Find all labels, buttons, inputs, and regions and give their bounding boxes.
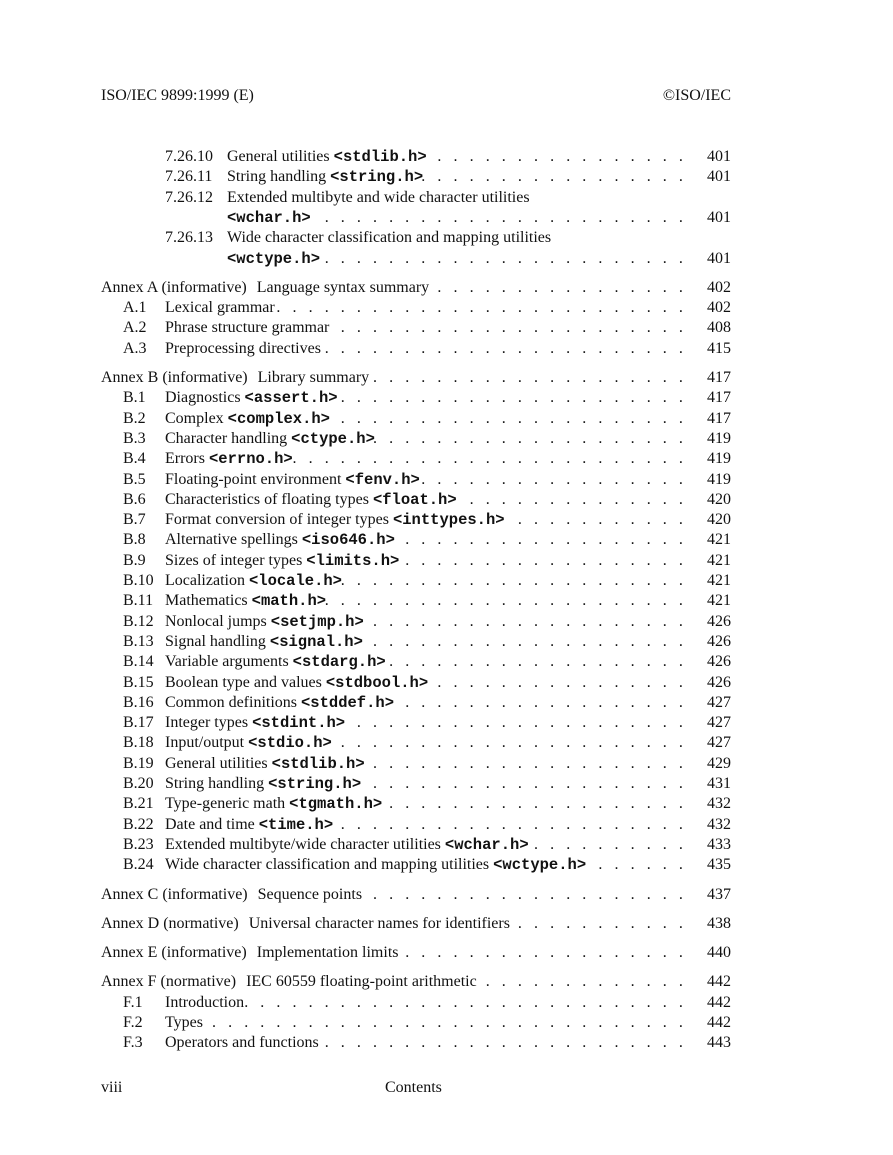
page-number-ref: 401 xyxy=(703,208,731,228)
page-number-ref: 421 xyxy=(703,530,731,550)
header-file-name: <stddef.h> xyxy=(301,693,395,712)
section-number: B.4 xyxy=(123,450,146,468)
leader-dots: ................ xyxy=(437,673,695,691)
section-title-text: Wide character classification and mapping utilities xyxy=(227,229,552,247)
leader-dots: ...................... xyxy=(340,319,695,337)
leader-dots: .............................. xyxy=(212,1014,695,1031)
section-title xyxy=(165,551,399,571)
section-title-text: Implementation limits xyxy=(256,944,399,962)
toc-entry[interactable] xyxy=(0,228,893,248)
page-number-ref: 401 xyxy=(703,167,731,187)
section-number: B.5 xyxy=(123,470,146,488)
section-title-text: Extended multibyte and wide character utilities xyxy=(227,188,530,206)
section-title-text: Errors xyxy=(165,450,209,468)
section-number: B.15 xyxy=(123,673,154,691)
section-title-text: Floating-point environment xyxy=(165,470,346,488)
section-number: B.21 xyxy=(123,795,154,813)
section-title xyxy=(165,339,321,359)
toc-entry[interactable] xyxy=(0,510,893,530)
section-title xyxy=(165,388,338,408)
toc-entry[interactable] xyxy=(0,733,893,753)
toc-entry[interactable] xyxy=(0,490,893,510)
toc-entry[interactable] xyxy=(0,652,893,672)
leader-dots: ....................... xyxy=(324,208,695,226)
section-title xyxy=(246,972,477,992)
leader-dots: .................. xyxy=(405,551,695,569)
header-file-name: <wchar.h> xyxy=(227,208,311,227)
leader-dots: .................... xyxy=(373,775,695,792)
header-file-name: <wctype.h> xyxy=(493,856,587,875)
leader-dots: ....................... xyxy=(324,1034,695,1052)
toc-entry[interactable] xyxy=(0,774,893,794)
section-title-text: String handling xyxy=(227,168,331,186)
header-file-name: <stdlib.h> xyxy=(333,148,427,166)
leader-dots: ............. xyxy=(485,973,695,991)
leader-dots: .................. xyxy=(405,693,695,711)
header-file-name: <setjmp.h> xyxy=(270,612,364,631)
header-file-name: <tgmath.h> xyxy=(289,795,383,814)
toc-entry[interactable] xyxy=(0,855,893,875)
section-title-text: Lexical grammar xyxy=(165,299,275,317)
header-file-name: <math.h> xyxy=(251,592,327,611)
header-file-name: <stdint.h> xyxy=(252,714,346,733)
section-number: B.10 xyxy=(123,572,154,589)
section-number: B.17 xyxy=(123,714,154,732)
section-title-text: Mathematics xyxy=(165,592,252,610)
section-number: B.1 xyxy=(123,389,146,407)
leader-dots: ................... xyxy=(389,653,695,671)
section-title xyxy=(165,1033,319,1053)
header-file-name: <assert.h> xyxy=(244,389,338,408)
section-title-text: General utilities xyxy=(227,148,334,165)
section-title xyxy=(165,298,275,318)
leader-dots: ................. xyxy=(421,470,695,488)
annex-heading: Annex B (informative) xyxy=(101,369,248,386)
page-number-ref: 442 xyxy=(703,972,731,992)
header-file-name: <signal.h> xyxy=(269,632,363,651)
page-number-ref: 442 xyxy=(703,1013,731,1033)
leader-dots: ........... xyxy=(517,914,695,932)
page-number-ref: 420 xyxy=(703,510,731,530)
section-number: B.24 xyxy=(123,856,154,874)
section-title xyxy=(165,429,375,449)
toc-entry[interactable] xyxy=(0,1013,893,1033)
page-number-ref: 437 xyxy=(703,885,731,905)
toc-entry[interactable] xyxy=(0,188,893,208)
section-number: B.9 xyxy=(123,551,146,569)
header-file-name: <stdarg.h> xyxy=(292,653,386,672)
page-number-ref: 426 xyxy=(703,632,731,652)
section-title-text: Format conversion of integer types xyxy=(165,511,393,529)
page-number-ref: 421 xyxy=(703,591,731,611)
leader-dots: ...... xyxy=(598,856,695,874)
section-title xyxy=(165,612,364,632)
section-title xyxy=(227,228,551,248)
section-title-text: IEC 60559 floating-point arithmetic xyxy=(246,973,477,991)
leader-dots: .................... xyxy=(373,885,695,903)
section-title-text: Date and time xyxy=(165,815,259,833)
section-title xyxy=(165,713,345,733)
toc-entry[interactable] xyxy=(0,339,893,359)
leader-dots: ................... xyxy=(389,795,695,813)
toc-entry[interactable] xyxy=(0,673,893,693)
section-title-text: Universal character names for identifiers xyxy=(248,914,510,932)
toc-entry[interactable] xyxy=(0,571,893,591)
section-title-text: Type-generic math xyxy=(165,795,290,813)
leader-dots: .................... xyxy=(373,632,695,650)
page-number-ref: 442 xyxy=(703,993,731,1013)
page-number-ref: 401 xyxy=(703,249,731,269)
section-title xyxy=(227,249,320,269)
leader-dots: .......... xyxy=(534,835,695,853)
section-number: B.12 xyxy=(123,612,154,630)
leader-dots: .......................... xyxy=(276,299,695,317)
section-number: F.1 xyxy=(123,993,143,1011)
page-number-ref: 420 xyxy=(703,490,731,510)
section-number: B.16 xyxy=(123,693,154,711)
section-title xyxy=(165,591,326,611)
toc-entry[interactable] xyxy=(0,449,893,469)
section-title xyxy=(165,794,382,814)
section-number: 7.26.13 xyxy=(165,229,213,247)
section-number: B.3 xyxy=(123,429,146,447)
toc-entry[interactable] xyxy=(0,470,893,490)
annex-heading: Annex E (informative) xyxy=(101,944,247,962)
section-title xyxy=(165,733,332,753)
section-title xyxy=(258,368,370,388)
header-file-name: <time.h> xyxy=(258,815,334,834)
page-number-ref: 417 xyxy=(703,368,731,388)
page-number-ref: 426 xyxy=(703,673,731,693)
page-number-ref: 438 xyxy=(703,914,731,934)
toc-entry[interactable] xyxy=(0,754,893,774)
section-title-text: Library summary xyxy=(257,369,370,386)
section-title xyxy=(227,147,427,167)
section-title-text: Boolean type and values xyxy=(165,673,326,691)
leader-dots: .................... xyxy=(373,429,695,447)
page-number-ref: 433 xyxy=(703,835,731,855)
section-number: B.20 xyxy=(123,775,154,792)
page-number-ref: 427 xyxy=(703,693,731,713)
section-title xyxy=(165,632,363,652)
toc-entry[interactable] xyxy=(0,551,893,571)
section-title xyxy=(165,693,394,713)
page-number-ref: 426 xyxy=(703,652,731,672)
section-title-text: General utilities xyxy=(165,754,272,772)
toc-entry[interactable] xyxy=(0,914,893,934)
section-number: B.7 xyxy=(123,511,146,529)
section-title xyxy=(227,167,423,187)
toc-entry[interactable] xyxy=(0,632,893,652)
section-title xyxy=(165,409,330,429)
section-title-text: Localization xyxy=(165,572,249,589)
page-number-ref: 432 xyxy=(703,794,731,814)
leader-dots: .................... xyxy=(373,754,695,772)
toc-entry[interactable] xyxy=(0,530,893,550)
section-number: B.14 xyxy=(123,653,154,671)
annex-heading: Annex D (normative) xyxy=(101,914,239,932)
section-number: B.22 xyxy=(123,815,154,833)
header-file-name: <inttypes.h> xyxy=(392,511,505,530)
toc-entry[interactable] xyxy=(0,693,893,713)
section-title-text: Introduction xyxy=(165,993,245,1011)
toc-entry[interactable] xyxy=(0,278,893,298)
leader-dots: ...................... xyxy=(340,734,695,752)
header-file-name: <stdio.h> xyxy=(248,734,332,753)
page-number-ref: 431 xyxy=(703,774,731,794)
section-title xyxy=(165,774,361,794)
annex-heading: Annex A (informative) xyxy=(101,278,247,296)
section-title xyxy=(165,449,293,469)
section-number: 7.26.10 xyxy=(165,148,213,165)
section-title xyxy=(165,855,586,875)
leader-dots: ........... xyxy=(517,511,695,529)
header-file-name: <wchar.h> xyxy=(444,835,529,854)
page-number-ref: 408 xyxy=(703,318,731,338)
toc-entry[interactable] xyxy=(0,835,893,855)
toc-entry[interactable] xyxy=(0,591,893,611)
running-header-left: ISO/IEC 9899:1999 (E) xyxy=(101,87,254,104)
header-file-name: <complex.h> xyxy=(227,409,330,428)
page-number-ref: 402 xyxy=(703,278,731,298)
leader-dots: ................. xyxy=(421,168,695,186)
header-file-name: <stdbool.h> xyxy=(325,673,429,692)
header-file-name: <stdlib.h> xyxy=(271,754,365,773)
page-number-ref: 427 xyxy=(703,713,731,733)
section-title xyxy=(165,490,457,510)
section-title xyxy=(258,885,362,905)
section-title-text: Input/output xyxy=(165,734,249,752)
leader-dots: ....................... xyxy=(324,249,695,267)
section-title xyxy=(165,510,505,530)
section-title-text: Diagnostics xyxy=(165,389,245,407)
section-number: 7.26.12 xyxy=(165,188,213,206)
toc-entry[interactable] xyxy=(0,249,893,269)
section-title xyxy=(257,943,399,963)
toc-entry[interactable] xyxy=(0,409,893,429)
annex-heading: Annex C (informative) xyxy=(101,885,248,903)
page-number-ref: 419 xyxy=(703,449,731,469)
toc-entry[interactable] xyxy=(0,972,893,992)
section-title xyxy=(165,318,329,338)
header-file-name: <string.h> xyxy=(330,168,424,187)
toc-entry[interactable] xyxy=(0,993,893,1013)
leader-dots: .................. xyxy=(405,531,695,549)
section-title xyxy=(165,530,395,550)
leader-dots: .................... xyxy=(373,369,695,386)
leader-dots: ...................... xyxy=(340,815,695,833)
leader-dots: .................. xyxy=(405,944,695,962)
section-number: A.3 xyxy=(123,339,147,357)
section-number: F.3 xyxy=(123,1034,143,1052)
toc-entry[interactable] xyxy=(0,147,893,167)
section-title-text: Sizes of integer types xyxy=(165,551,307,569)
header-file-name: <float.h> xyxy=(372,490,457,509)
section-title-text: Language syntax summary xyxy=(256,278,430,296)
leader-dots: .................... xyxy=(373,612,695,630)
toc-entry[interactable] xyxy=(0,167,893,187)
section-number: B.6 xyxy=(123,490,146,508)
page-number-ref: 417 xyxy=(703,388,731,408)
annex-heading: Annex F (normative) xyxy=(101,973,237,991)
section-title xyxy=(165,652,386,672)
section-title-text: Variable arguments xyxy=(165,653,293,671)
section-title xyxy=(165,571,342,591)
section-title-text: Character handling xyxy=(165,429,292,447)
section-title xyxy=(165,1013,203,1033)
page-number-ref: 440 xyxy=(703,943,731,963)
section-title-text: Preprocessing directives xyxy=(165,339,321,357)
header-file-name: <wctype.h> xyxy=(227,249,321,268)
running-header-right: ©ISO/IEC xyxy=(662,87,731,104)
section-title xyxy=(165,673,428,693)
section-title xyxy=(165,815,333,835)
header-file-name: <limits.h> xyxy=(306,551,400,570)
header-file-name: <errno.h> xyxy=(208,450,293,469)
toc-entry[interactable] xyxy=(0,612,893,632)
page-number-ref: 419 xyxy=(703,429,731,449)
toc-entry[interactable] xyxy=(0,318,893,338)
section-title xyxy=(165,993,244,1013)
leader-dots: ....................... xyxy=(324,339,695,357)
section-title xyxy=(227,208,311,228)
toc-entry[interactable] xyxy=(0,815,893,835)
toc-entry[interactable] xyxy=(0,298,893,318)
section-title-text: Integer types xyxy=(165,714,253,732)
header-file-name: <ctype.h> xyxy=(291,429,375,448)
section-number: B.11 xyxy=(123,592,154,610)
page-number: viii xyxy=(101,1079,123,1096)
section-number: B.13 xyxy=(123,632,154,650)
toc-entry[interactable] xyxy=(0,388,893,408)
section-title-text: Sequence points xyxy=(257,885,363,903)
header-file-name: <fenv.h> xyxy=(345,470,420,489)
page-number-ref: 421 xyxy=(703,571,731,591)
leader-dots: ....................... xyxy=(324,592,695,610)
footer-title: Contents xyxy=(385,1079,442,1096)
leader-dots: ......................... xyxy=(292,450,695,468)
section-title-text: Phrase structure grammar xyxy=(165,319,330,337)
page-number-ref: 426 xyxy=(703,612,731,632)
leader-dots: ............................ xyxy=(244,993,695,1011)
toc-entry[interactable] xyxy=(0,368,893,388)
section-number: 7.26.11 xyxy=(165,168,213,186)
section-title-text: String handling xyxy=(165,775,269,792)
header-file-name: <iso646.h> xyxy=(301,531,395,550)
section-title-text: Types xyxy=(165,1014,203,1031)
section-title xyxy=(257,278,429,298)
section-number: A.2 xyxy=(123,319,147,337)
section-number: B.18 xyxy=(123,734,154,752)
toc-entry[interactable] xyxy=(0,885,893,905)
section-title xyxy=(165,835,529,855)
page-number-ref: 417 xyxy=(703,409,731,429)
toc-entry[interactable] xyxy=(0,794,893,814)
toc-entry[interactable] xyxy=(0,713,893,733)
leader-dots: ...................... xyxy=(340,389,695,407)
page-number-ref: 432 xyxy=(703,815,731,835)
leader-dots: ................ xyxy=(437,278,695,296)
section-title-text: Operators and functions xyxy=(165,1034,319,1052)
toc-entry[interactable] xyxy=(0,208,893,228)
section-title-text: Signal handling xyxy=(165,632,270,650)
section-title-text: Alternative spellings xyxy=(165,531,302,549)
section-number: F.2 xyxy=(123,1014,143,1031)
page-number-ref: 419 xyxy=(703,470,731,490)
section-title-text: Wide character classification and mapping utilities xyxy=(165,856,494,874)
section-title xyxy=(165,754,365,774)
leader-dots: .............. xyxy=(469,490,695,508)
page-number-ref: 429 xyxy=(703,754,731,774)
toc-entry[interactable] xyxy=(0,943,893,963)
section-number: B.19 xyxy=(123,754,154,772)
leader-dots: ...................... xyxy=(340,572,695,589)
toc-entry[interactable] xyxy=(0,1033,893,1053)
page-number-ref: 435 xyxy=(703,855,731,875)
section-title-text: Common definitions xyxy=(165,693,301,711)
section-title-text: Characteristics of floating types xyxy=(165,490,373,508)
section-number: A.1 xyxy=(123,299,147,317)
leader-dots: ................ xyxy=(437,148,695,165)
header-file-name: <locale.h> xyxy=(248,572,342,590)
page-number-ref: 402 xyxy=(703,298,731,318)
section-title xyxy=(165,470,420,490)
header-file-name: <string.h> xyxy=(268,775,362,793)
section-number: B.8 xyxy=(123,531,146,549)
section-title xyxy=(249,914,510,934)
section-title-text: Complex xyxy=(165,409,228,427)
page-number-ref: 415 xyxy=(703,339,731,359)
page-number-ref: 401 xyxy=(703,147,731,167)
section-title xyxy=(227,188,530,208)
toc-entry[interactable] xyxy=(0,429,893,449)
section-title-text: Nonlocal jumps xyxy=(165,612,271,630)
section-number: B.23 xyxy=(123,835,154,853)
page-number-ref: 427 xyxy=(703,733,731,753)
leader-dots: ..................... xyxy=(356,714,695,732)
leader-dots: ...................... xyxy=(340,409,695,427)
page-number-ref: 443 xyxy=(703,1033,731,1053)
section-number: B.2 xyxy=(123,409,146,427)
page-number-ref: 421 xyxy=(703,551,731,571)
section-title-text: Extended multibyte/wide character utilities xyxy=(165,835,445,853)
